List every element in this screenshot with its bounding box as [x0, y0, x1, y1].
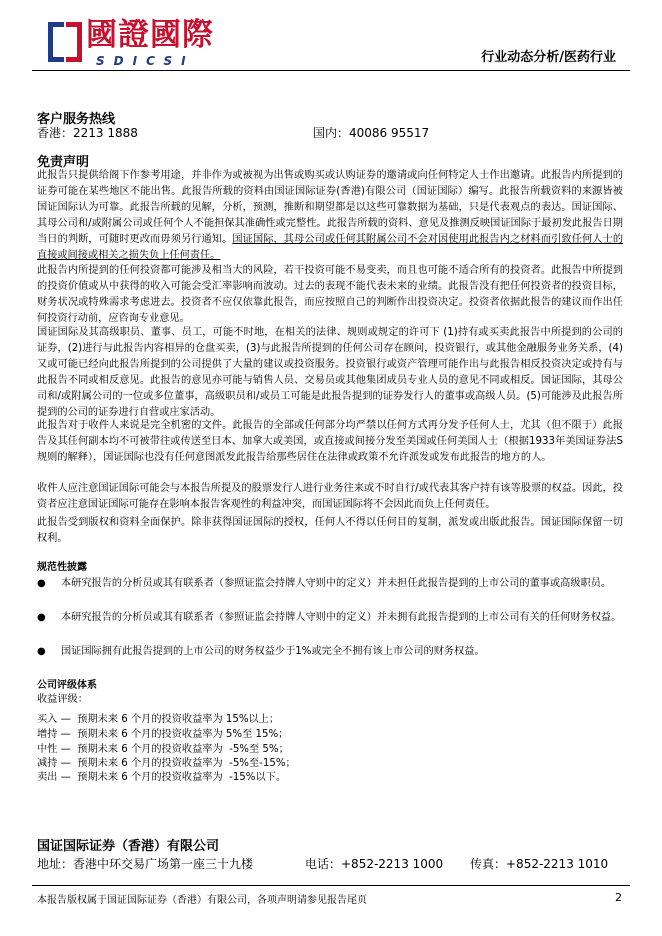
footer-copyright: 本报告版权属于国证国际证券（香港）有限公司，各项声明请参见报告尾页 [37, 895, 367, 906]
disclaimer-title: 免责声明 [37, 155, 90, 170]
hotline-hk-label: 香港： [37, 126, 74, 140]
disclaimer-p1-liability: 国证国际，其母公司或任何其附属公司不会对因使用此报告内之材料而引致任何人士的直接或间接或相关之损失负上任何责任。 [37, 234, 624, 261]
rating-title: 公司评级体系 [37, 680, 97, 691]
disclaimer-paragraph-5: 收件人应注意国证国际可能会与本报告所提及的股票发行人进行业务往来或不时自行/或代表其客户持有该等股票的权益。因此，投资者应注意国证国际可能存在影响本报告客观性的利益冲突，而国证国际将不会因此而负上任何责任。 [37, 483, 623, 510]
disclaimer-paragraph-1 [37, 168, 623, 264]
hotline-title: 客户服务热线 [37, 112, 116, 127]
hotline-cn [313, 124, 429, 141]
logo-mark-icon [46, 18, 84, 68]
disclaimer-paragraph-4: 此报告对于收件人来说是完全机密的文件。此报告的全部或任何部分均严禁以任何方式再分发予任何人士，尤其（但不限于）此报告及其任何副本均不可被带往或传送至日本、加拿大或美国，或直接或间接分发至美国或任何美国人士（根据1933年美国证券法S规则的解释），国证国际也没有任何意图派发此报告给那些居住在法律或政策不允许派发或发布此报告的地方的人。 [37, 420, 623, 463]
hotline-hk [37, 124, 138, 141]
norms-item-text: 国证国际拥有此报告提到的上市公司的财务权益少于1%或完全不拥有该上市公司的财务权益。 [61, 646, 485, 657]
norms-title: 规范性披露 [37, 562, 87, 573]
disclaimer-paragraph-6: 此报告受到版权和资料全面保护。除非获得国证国际的授权，任何人不得以任何目的复制，派发或出版此报告。国证国际保留一切权利。 [37, 517, 623, 544]
logo-chinese-name: 國證國際 [86, 17, 214, 53]
header-divider [32, 70, 630, 71]
rating-intro: 收益评级： [37, 694, 88, 705]
bullet-icon: ● [37, 578, 46, 589]
hotline-hk-number: 2213 1888 [73, 126, 138, 140]
rating-row-overweight: 增持 — 预期未来 6 个月的投资收益率为 5%至 15%； [37, 729, 289, 740]
page-number: 2 [615, 891, 622, 904]
logo-english-name: SDICSI [96, 54, 195, 68]
norms-item-text: 本研究报告的分析员或其有联系者（参照证监会持牌人守则中的定义）并未担任此报告提到的上市公司的董事或高级职员。 [61, 578, 612, 589]
rating-row-neutral: 中性 — 预期未来 6 个月的投资收益率为 -5%至 5%； [37, 744, 289, 755]
disclaimer-paragraph-3: 国证国际及其高级职员、董事、员工，可能不时地，在相关的法律、规则或规定的许可下 (1)持有或买卖此报告中所提到的公司的证券，(2)进行与此报告内容相异的仓盘买卖，(3)与此报告所提到的任何公司存在顾问，投资银行，或其他金融服务业务关系，(4)又或可能已经向此报告所提到的公司提供了大量的建议或投资服务。投资银行或资产管理可能作出与此报告相反投资决定或持有与此报告不同或相反意见。此报告的意见亦可能与销售人员、交易员或其他集团成员专业人员的意见不同或相反。国证国际，其母公司和/或附属公司的一位或多位董事，高级职员和/或员工可能是此报告提到的证券发行人的董事或高级人员。(5)可能涉及此报告所提到的公司的证券进行自营或庄家活动。 [37, 327, 623, 418]
company-fax: 传真：+852-2213 1010 [470, 857, 609, 871]
rating-row-buy: 买入 — 预期未来 6 个月的投资收益率为 15%以上； [37, 714, 280, 725]
rating-row-sell: 卖出 — 预期未来 6 个月的投资收益率为 -15%以下。 [37, 772, 287, 783]
bullet-icon: ● [37, 646, 46, 657]
hotline-cn-number: 40086 95517 [349, 126, 430, 140]
company-address: 地址：香港中环交易广场第一座三十九楼 [37, 857, 254, 871]
company-logo [46, 16, 246, 72]
rating-row-underweight: 减持 — 预期未来 6 个月的投资收益率为 -5%至-15%； [37, 758, 296, 769]
company-name: 国证国际证券（香港）有限公司 [37, 839, 220, 854]
hotline-cn-label: 国内： [313, 126, 350, 140]
company-phone: 电话：+852-2213 1000 [305, 857, 444, 871]
norms-item-text: 本研究报告的分析员或其有联系者（参照证监会持牌人守则中的定义）并未拥有此报告提到的上市公司有关的任何财务权益。 [61, 612, 622, 623]
disclaimer-paragraph-2: 此报告内所提到的任何投资都可能涉及相当大的风险，若干投资可能不易变卖，而且也可能不适合所有的投资者。此报告中所提到的投资价值或从中获得的收入可能会受汇率影响而波动。过去的表现不能代表未来的业绩。此报告没有把任何投资者的投资目标，财务状况或特殊需求考虑进去。投资者不应仅依靠此报告，而应按照自己的判断作出投资决定。投资者依据此报告的建议而作出任何投资行动前，应咨询专业意见。 [37, 265, 623, 324]
report-section-label: 行业动态分析/医药行业 [481, 50, 616, 65]
disclaimer-p1-main: 此报告只提供给阁下作参考用途，并非作为或被视为出售或购买或认购证券的邀请或向任何特定人士作出邀请。此报告内所提到的证券可能在某些地区不能出售。此报告所载的资料由国证国际证券(香港)有限公司（国证国际）编写。此报告所载资料的来源皆被国证国际认为可靠。此报告所载的见解，分析，预测，推断和期望都是以这些可靠数据为基础，只是代表观点的表达。国证国际、其母公司和/或附属公司或任何个人不能担保其准确性或完整性。此报告所载的资料、意见及推测反映国证国际于最初发此报告日期当日的判断，可随时更改而毋须另行通知。 [37, 170, 623, 245]
footer-divider [32, 885, 630, 886]
bullet-icon: ● [37, 612, 46, 623]
